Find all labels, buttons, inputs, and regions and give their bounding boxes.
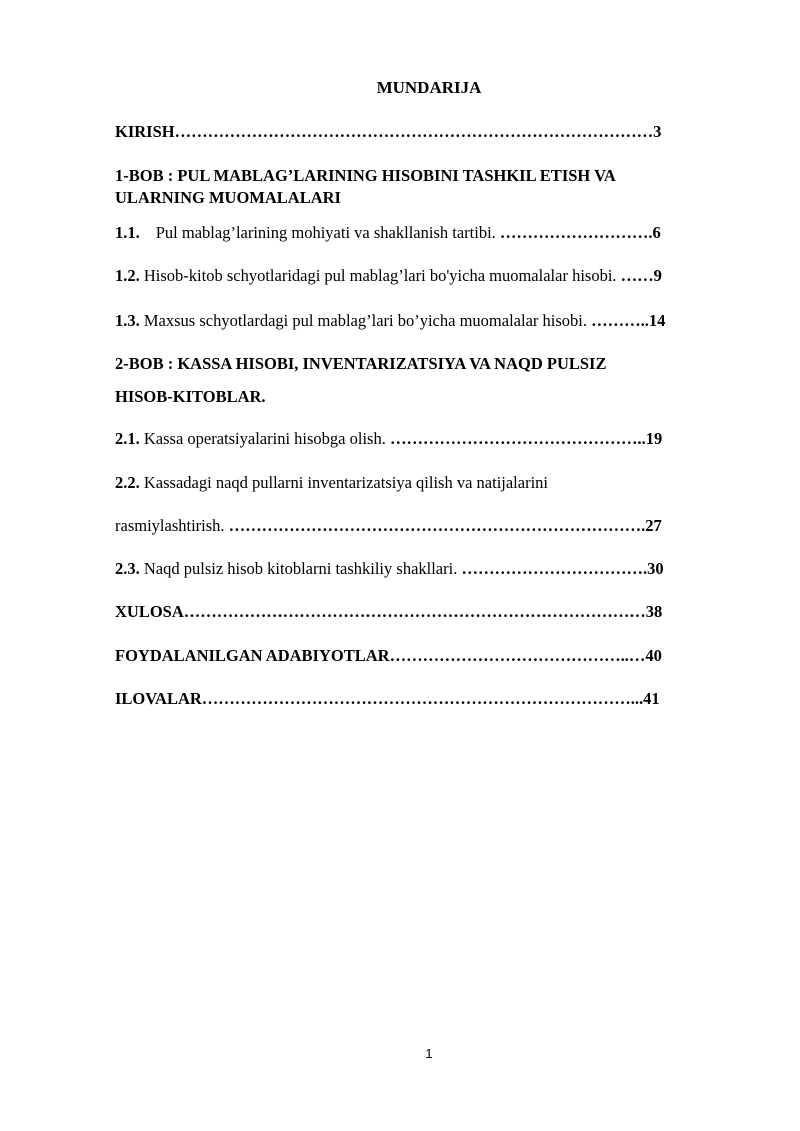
section-number: 2.2.: [115, 473, 140, 492]
toc-entry-kirish: KIRISH……………………………………………………………………………3: [115, 122, 662, 141]
toc-entry-1-1: [115, 222, 740, 244]
toc-entry-2-2-continued: [115, 515, 740, 537]
section-number: 2.1.: [115, 429, 140, 448]
toc-entry-ilovalar: ILOVALAR……………………………………………………………………...41: [115, 689, 660, 708]
section-leader-page: ………………………………………………………………….27: [224, 516, 662, 535]
toc-entry-adabiyotlar: FOYDALANILGAN ADABIYOTLAR……………………………………..…40: [115, 646, 662, 665]
section-leader-page: ……………………….6: [495, 223, 661, 242]
section-title: Hisob-kitob schyotlaridagi pul mablag’lari bo'yicha muomalalar hisobi.: [139, 266, 617, 285]
toc-entry-1-2: [115, 265, 740, 287]
section-title: Kassadagi naqd pullarni inventarizatsiya qilish va natijalarini: [139, 473, 549, 492]
toc-chapter-2-line-1: 2-BOB : KASSA HISOBI, INVENTARIZATSIYA VA NAQD PULSIZ: [115, 354, 607, 373]
section-leader-page: ………………………………………..19: [385, 429, 663, 448]
section-number: 1.3.: [115, 311, 140, 330]
toc-chapter-1-line-2: ULARNING MUOMALALARI: [115, 188, 341, 207]
section-number: 2.3.: [115, 559, 140, 578]
toc-title: MUNDARIJA: [376, 78, 482, 97]
section-title: Maxsus schyotlardagi pul mablag’lari bo’yicha muomalalar hisobi.: [139, 311, 587, 330]
section-number: 1.2.: [115, 266, 140, 285]
section-leader-page: …………………………….30: [457, 559, 664, 578]
section-title-continued: rasmiylashtirish.: [115, 516, 225, 535]
toc-entry-xulosa: XULOSA…………………………………………………………………………38: [115, 602, 663, 621]
section-title: Pul mablag’larining mohiyati va shakllanish tartibi.: [155, 223, 496, 242]
toc-chapter-2-line-2: HISOB-KITOBLAR.: [115, 387, 266, 406]
section-leader-page: ………..14: [586, 311, 666, 330]
section-title: Naqd pulsiz hisob kitoblarni tashkiliy shakllari.: [139, 559, 458, 578]
toc-chapter-1-line-1: 1-BOB : PUL MABLAG’LARINING HISOBINI TASHKIL ETISH VA: [115, 166, 616, 185]
section-leader-page: ……9: [616, 266, 662, 285]
section-number: 1.1.: [115, 223, 140, 242]
section-title: Kassa operatsiyalarini hisobga olish.: [139, 429, 386, 448]
toc-entry-2-3: [115, 558, 740, 580]
toc-entry-2-2: [115, 472, 740, 494]
toc-entry-2-1: [115, 428, 740, 450]
page-number: 1: [425, 1046, 433, 1061]
toc-entry-1-3: [115, 310, 740, 332]
